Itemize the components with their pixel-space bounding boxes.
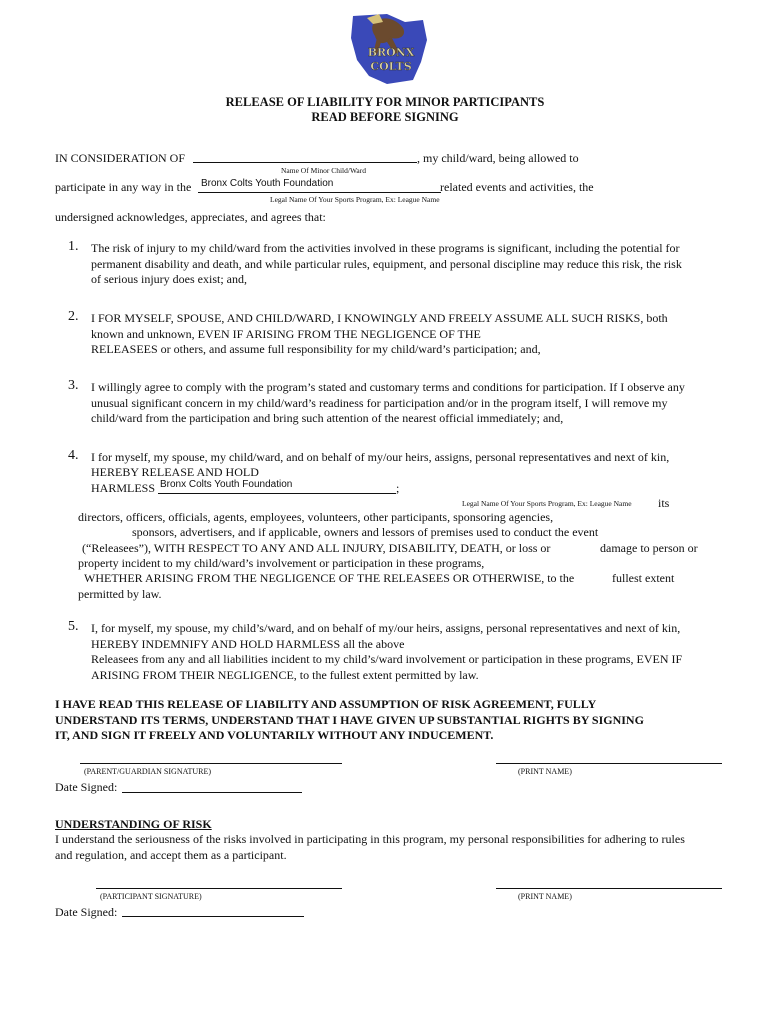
- consideration-suffix: , my child/ward, being allowed to: [417, 151, 579, 165]
- harmless-program-field[interactable]: Bronx Colts Youth Foundation: [158, 479, 396, 494]
- understanding-heading: UNDERSTANDING OF RISK: [55, 817, 212, 831]
- bronx-colts-logo: [347, 10, 431, 88]
- item-4-line-6a: (“Releasees”), WITH RESPECT TO ANY AND ALL INJURY, DISABILITY, DEATH, or loss or: [82, 541, 551, 555]
- consideration-prefix: IN CONSIDERATION OF: [55, 151, 186, 165]
- parent-print-name-caption: (PRINT NAME): [518, 767, 572, 776]
- item-3-text: I willingly agree to comply with the program’s stated and customary terms and conditions for participation. If I observe any unusual significant concern in my child/ward’s readiness for participation and/or in the program itself, I will remove my child/ward from the participation and bring such attention of the nearest official immediately; and,: [91, 380, 685, 425]
- item-4-its: its: [658, 496, 670, 510]
- item-4-line-4: directors, officers, officials, agents, employees, volunteers, other participants, sponsoring agencies,: [78, 510, 554, 524]
- child-name-caption: Name Of Minor Child/Ward: [281, 166, 367, 175]
- date-signed-label-2: Date Signed:: [55, 905, 118, 919]
- participant-print-name-caption: (PRINT NAME): [518, 892, 572, 901]
- item-2-text: I FOR MYSELF, SPOUSE, AND CHILD/WARD, I KNOWINGLY AND FREELY ASSUME ALL SUCH RISKS, both known and unknown, EVEN IF ARISING FROM THE NEGLIGENCE OF THE RELEASEES or others, and assume full responsibility for my child/ward’s participation; and,: [91, 311, 668, 356]
- item-4-number: 4.: [68, 448, 79, 463]
- item-4-line-2: HEREBY RELEASE AND HOLD: [91, 465, 259, 479]
- program-name-caption: Legal Name Of Your Sports Program, Ex: League Name: [270, 195, 440, 204]
- participant-signature-line[interactable]: [96, 888, 342, 889]
- date-signed-field-2[interactable]: [122, 916, 304, 917]
- item-4-line-8a: WHETHER ARISING FROM THE NEGLIGENCE OF THE RELEASEES OR OTHERWISE, to the: [84, 571, 575, 585]
- item-3-number: 3.: [68, 378, 79, 393]
- parent-signature-caption: (PARENT/GUARDIAN SIGNATURE): [84, 767, 212, 776]
- item-5-number: 5.: [68, 619, 79, 634]
- parent-print-name-line[interactable]: [496, 763, 722, 764]
- acknowledgement-text: I HAVE READ THIS RELEASE OF LIABILITY AND ASSUMPTION OF RISK AGREEMENT, FULLY UNDERSTAND ITS TERMS, UNDERSTAND THAT I HAVE GIVEN UP SUBSTANTIAL RIGHTS BY SIGNING IT, AND SIGN IT FREELY AND VOLUNTARILY WITHOUT ANY INDUCEMENT.: [55, 697, 644, 742]
- item-4-line-1: I for myself, my spouse, my child/ward, and on behalf of my/our heirs, assigns, personal representatives and next of kin,: [91, 450, 670, 464]
- item-4-line-9: permitted by law.: [78, 587, 162, 601]
- parent-signature-line[interactable]: [80, 763, 342, 764]
- program-name-field[interactable]: Bronx Colts Youth Foundation: [198, 178, 441, 193]
- date-signed-field-1[interactable]: [122, 792, 302, 793]
- participant-print-name-line[interactable]: [496, 888, 722, 889]
- item-5-text: I, for myself, my spouse, my child’s/ward, and on behalf of my/our heirs, assigns, personal representatives and next of kin, HEREBY INDEMNIFY AND HOLD HARMLESS all the above Releasees from any and all liabilities incident to my child’s/ward involvement or participation in these programs, EVEN IF ARISING FROM THEIR NEGLIGENCE, to the fullest extent permitted by law.: [91, 621, 683, 682]
- item-4-line-5: sponsors, advertisers, and if applicable, owners and lessors of premises used to conduct the event: [132, 525, 599, 539]
- item-4-harmless: HARMLESS: [91, 481, 156, 495]
- date-signed-label-1: Date Signed:: [55, 780, 118, 794]
- item-4-line-8b: fullest extent: [612, 571, 675, 585]
- item-1-text: The risk of injury to my child/ward from the activities involved in these programs is significant, including the potential for permanent disability and death, and while particular rules, equipment, and personal discipline may reduce this risk, the risk of serious injury does exist; and,: [91, 241, 682, 286]
- item-4-line-6b: damage to person or: [600, 541, 698, 555]
- item-2-number: 2.: [68, 309, 79, 324]
- item-1-number: 1.: [68, 239, 79, 254]
- participant-signature-caption: (PARTICIPANT SIGNATURE): [100, 892, 202, 901]
- svg-text:BRONX: BRONX: [367, 46, 415, 59]
- harmless-program-caption: Legal Name Of Your Sports Program, Ex: League Name: [462, 499, 632, 508]
- understanding-text: I understand the seriousness of the risks involved in participating in this program, my personal responsibilities for adhering to rules and regulation, and accept them as a participant.: [55, 832, 685, 862]
- participate-suffix: related events and activities, the: [440, 180, 594, 194]
- item-4-semicolon: ;: [396, 481, 400, 495]
- svg-text:COLTS: COLTS: [370, 60, 412, 73]
- document-title: RELEASE OF LIABILITY FOR MINOR PARTICIPANTS: [225, 95, 545, 109]
- participate-prefix: participate in any way in the: [55, 180, 192, 194]
- document-subtitle: READ BEFORE SIGNING: [311, 110, 459, 124]
- acknowledges-line: undersigned acknowledges, appreciates, and agrees that:: [55, 210, 326, 224]
- child-name-field[interactable]: [193, 162, 417, 163]
- item-4-line-7: property incident to my child/ward’s involvement or participation in these programs,: [78, 556, 485, 570]
